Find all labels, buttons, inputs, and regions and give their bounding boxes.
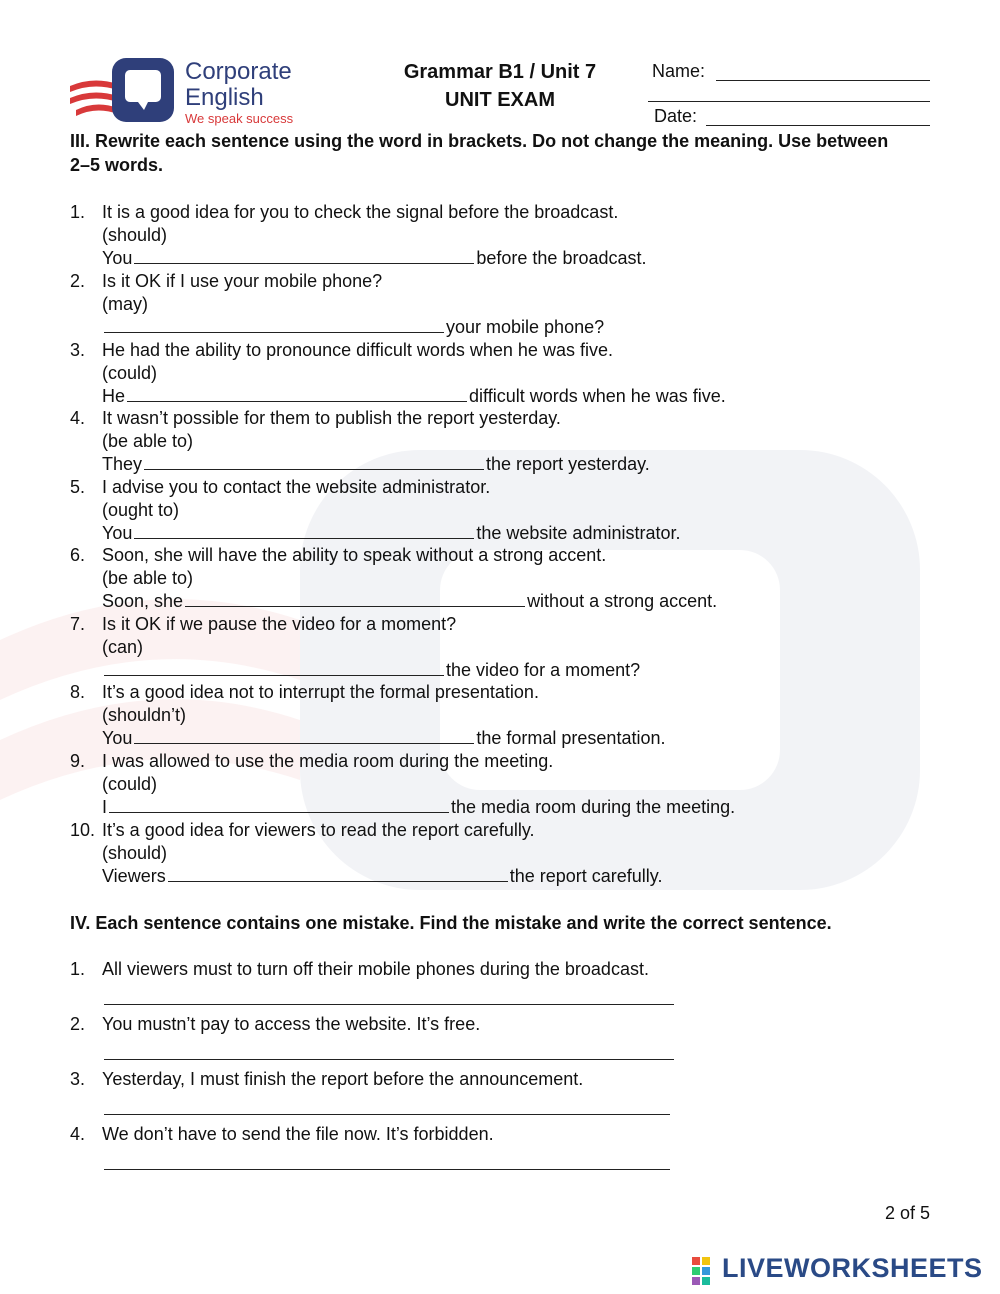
correction-answer-line[interactable]	[104, 1114, 670, 1115]
rewrite-item	[70, 201, 930, 270]
rewrite-line	[102, 453, 930, 476]
correction-item	[70, 1068, 930, 1091]
correction-answer-line[interactable]	[104, 1169, 670, 1170]
rewrite-prefix: Viewers	[102, 866, 166, 886]
keyword: (be able to)	[102, 431, 194, 451]
item-number: 8.	[70, 682, 86, 702]
answer-blank[interactable]	[134, 247, 474, 264]
answer-blank[interactable]	[104, 316, 444, 333]
brand-line2: English	[185, 84, 264, 111]
rewrite-line	[102, 590, 930, 613]
date-label: Date:	[654, 106, 698, 126]
rewrite-prefix: I	[102, 797, 108, 817]
answer-blank[interactable]	[109, 796, 449, 813]
keyword: (could)	[102, 363, 158, 383]
name-label: Name:	[652, 61, 706, 81]
section3-instruction: III. Rewrite each sentence using the word in brackets. Do not change the meaning. Use between 2–5 words.	[70, 131, 889, 175]
keyword: (should)	[102, 225, 168, 245]
keyword: (ought to)	[102, 500, 180, 520]
rewrite-item	[70, 750, 930, 819]
incorrect-sentence: All viewers must to turn off their mobile phones during the broadcast.	[102, 959, 649, 979]
exam-subtitle: UNIT EXAM	[445, 89, 555, 111]
rewrite-suffix: the report yesterday.	[486, 454, 650, 474]
keyword: (could)	[102, 774, 158, 794]
rewrite-suffix: the report carefully.	[509, 866, 663, 886]
correction-answer-line[interactable]	[104, 1004, 674, 1005]
keyword: (be able to)	[102, 568, 194, 588]
rewrite-line	[102, 796, 930, 819]
original-sentence: It’s a good idea for viewers to read the report carefully.	[102, 820, 535, 840]
item-number: 7.	[70, 614, 86, 634]
brand-line1: Corporate	[185, 58, 292, 85]
incorrect-sentence: You mustn’t pay to access the website. It’s free.	[102, 1014, 481, 1034]
original-sentence: It wasn’t possible for them to publish the report yesterday.	[102, 408, 561, 428]
original-sentence: Soon, she will have the ability to speak without a strong accent.	[102, 545, 607, 565]
answer-blank[interactable]	[168, 865, 508, 882]
item-number: 6.	[70, 545, 86, 565]
item-number: 4.	[70, 1124, 86, 1144]
rewrite-suffix: the website administrator.	[476, 523, 681, 543]
item-number: 10.	[70, 820, 96, 840]
rewrite-prefix: He	[102, 386, 126, 406]
item-number: 1.	[70, 959, 86, 979]
rewrite-prefix: You	[102, 728, 133, 748]
logo-icon	[68, 56, 188, 126]
answer-blank[interactable]	[104, 659, 444, 676]
rewrite-prefix: You	[102, 523, 133, 543]
correction-item	[70, 1013, 930, 1036]
rewrite-item	[70, 270, 930, 339]
exam-title: Grammar B1 / Unit 7	[403, 61, 597, 83]
answer-blank[interactable]	[134, 727, 474, 744]
original-sentence: It’s a good idea not to interrupt the formal presentation.	[102, 682, 539, 702]
rewrite-item	[70, 681, 930, 750]
brand-tagline: We speak success	[185, 111, 294, 126]
date-field[interactable]	[706, 125, 930, 126]
original-sentence: Is it OK if we pause the video for a moment?	[102, 614, 457, 634]
rewrite-item	[70, 819, 930, 888]
original-sentence: He had the ability to pronounce difficult words when he was five.	[102, 340, 613, 360]
section4-instruction: IV. Each sentence contains one mistake. Find the mistake and write the correct sentence.	[70, 913, 832, 933]
rewrite-prefix: They	[102, 454, 143, 474]
rewrite-suffix: without a strong accent.	[527, 591, 718, 611]
rewrite-line	[102, 385, 930, 408]
name-field[interactable]	[716, 80, 930, 81]
item-number: 1.	[70, 202, 86, 222]
rewrite-suffix: before the broadcast.	[476, 248, 647, 268]
rewrite-item	[70, 407, 930, 476]
correction-answer-line[interactable]	[104, 1059, 674, 1060]
item-number: 9.	[70, 751, 86, 771]
answer-blank[interactable]	[127, 385, 467, 402]
item-number: 5.	[70, 477, 86, 497]
item-number: 2.	[70, 271, 86, 291]
rewrite-line	[102, 727, 930, 750]
answer-blank[interactable]	[144, 453, 484, 470]
rewrite-line	[102, 316, 930, 339]
name-field-line2[interactable]	[648, 101, 930, 102]
original-sentence: I advise you to contact the website administrator.	[102, 477, 491, 497]
original-sentence: It is a good idea for you to check the signal before the broadcast.	[102, 202, 619, 222]
rewrite-prefix: You	[102, 248, 133, 268]
keyword: (can)	[102, 637, 144, 657]
rewrite-line	[102, 865, 930, 888]
keyword: (should)	[102, 843, 168, 863]
item-number: 4.	[70, 408, 86, 428]
rewrite-suffix: the formal presentation.	[476, 728, 666, 748]
page-number: 2 of 5	[884, 1203, 930, 1223]
keyword: (may)	[102, 294, 148, 314]
rewrite-line	[102, 659, 930, 682]
rewrite-line	[102, 247, 930, 270]
rewrite-item	[70, 613, 930, 682]
answer-blank[interactable]	[134, 522, 474, 539]
rewrite-suffix: your mobile phone?	[446, 317, 605, 337]
rewrite-prefix: Soon, she	[102, 591, 184, 611]
rewrite-item	[70, 339, 930, 408]
incorrect-sentence: We don’t have to send the file now. It’s forbidden.	[102, 1124, 494, 1144]
correction-item	[70, 1123, 930, 1146]
incorrect-sentence: Yesterday, I must finish the report before the announcement.	[102, 1069, 584, 1089]
answer-blank[interactable]	[185, 590, 525, 607]
original-sentence: I was allowed to use the media room during the meeting.	[102, 751, 554, 771]
rewrite-line	[102, 522, 930, 545]
liveworksheets-icon	[692, 1257, 720, 1285]
brand-text	[185, 60, 293, 125]
rewrite-item	[70, 544, 930, 613]
keyword: (shouldn’t)	[102, 705, 187, 725]
rewrite-item	[70, 476, 930, 545]
original-sentence: Is it OK if I use your mobile phone?	[102, 271, 383, 291]
item-number: 3.	[70, 340, 86, 360]
item-number: 2.	[70, 1014, 86, 1034]
rewrite-suffix: the video for a moment?	[446, 660, 641, 680]
correction-item	[70, 958, 930, 981]
item-number: 3.	[70, 1069, 86, 1089]
liveworksheets-text: LIVEWORKSHEETS	[722, 1253, 983, 1283]
rewrite-suffix: difficult words when he was five.	[469, 386, 726, 406]
rewrite-suffix: the media room during the meeting.	[451, 797, 736, 817]
